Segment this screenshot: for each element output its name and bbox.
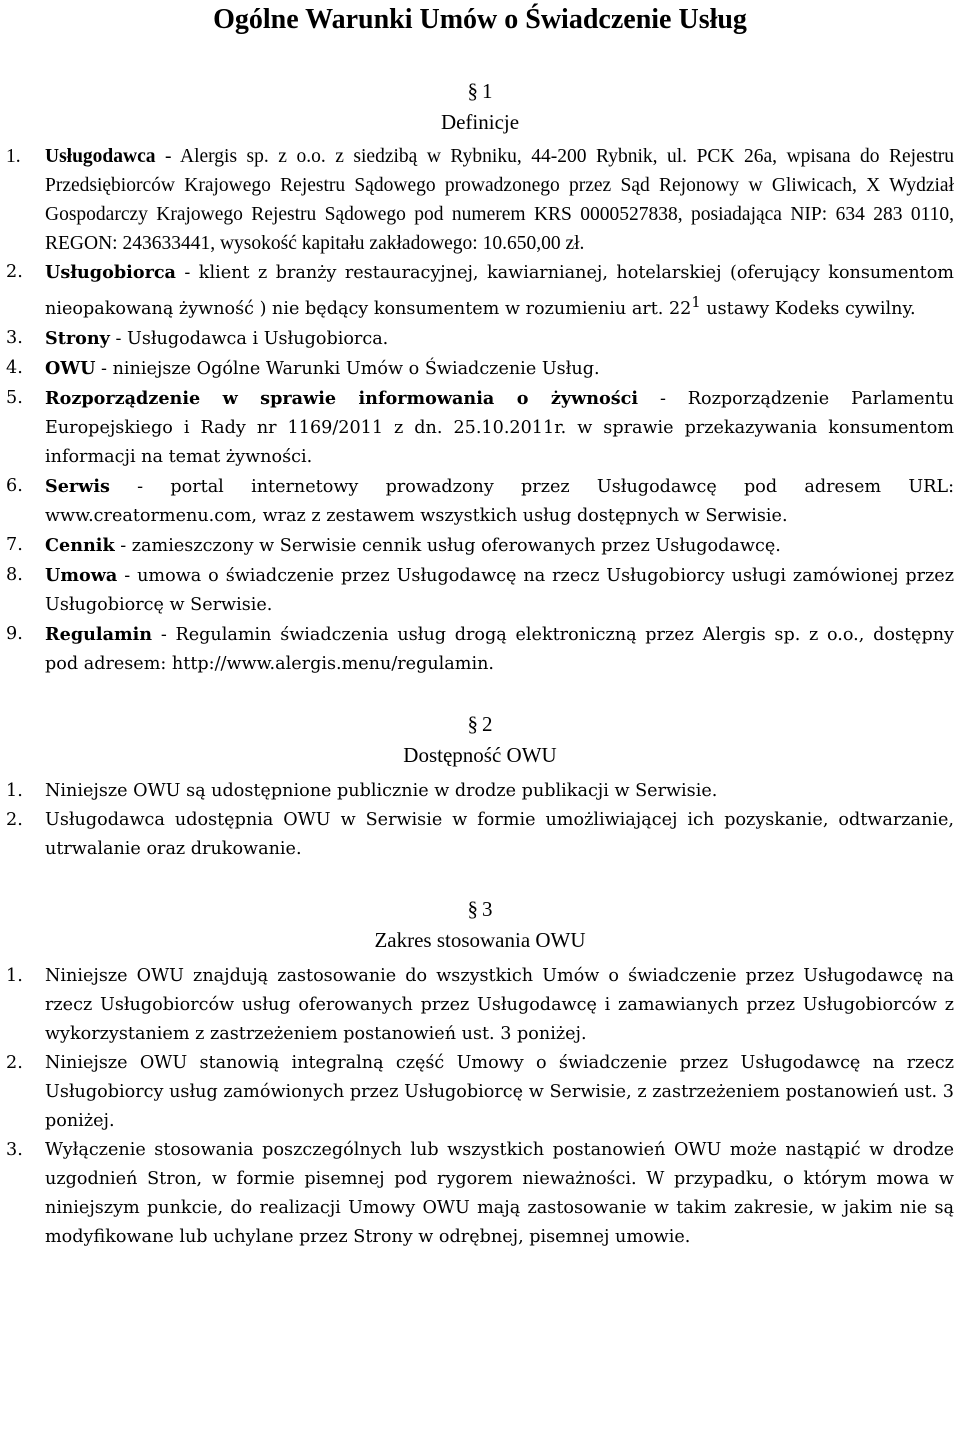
section-number: 2 bbox=[482, 711, 493, 736]
section-2-header bbox=[6, 709, 954, 771]
section-1-header bbox=[6, 76, 954, 138]
item-text: Wyłączenie stosowania poszczególnych lub wszystkich postanowień OWU może nastąpić w drodze uzgodnień Stron, w formie pisemnej pod rygorem nieważności. W przypadku, o którym mowa w niniejszym punkcie, do realizacji Umowy OWU mają zastosowanie w takim zakresie, w jakim nie są modyfikowane lub uchylane przez Strony w odrębnej, pisemnej umowie. bbox=[45, 1139, 954, 1247]
item-number: 1. bbox=[6, 146, 21, 167]
item-term: Regulamin bbox=[45, 623, 153, 645]
paragraph-sign: § bbox=[467, 896, 478, 921]
item-term: Rozporządzenie w sprawie informowania o żywności bbox=[45, 387, 639, 409]
section-3-number bbox=[6, 894, 954, 925]
section-1-list bbox=[6, 142, 954, 679]
section-number: 3 bbox=[482, 896, 493, 921]
item-text: - Alergis sp. z o.o. z siedzibą w Rybniku, 44-200 Rybnik, ul. PCK 26a, wpisana do Rejestru Przedsiębiorców Krajowego Rejestru Sądowego prowadzonego przez Sąd Rejonowy w Gliwicach, X Wydział Gospodarczy Krajowego Rejestru Sądowego pod numerem KRS 0000527838, posiadająca NIP: 634 283 0110, REGON: 243633441, wysokość kapitału zakładowego: 10.650,00 zł. bbox=[45, 146, 954, 254]
document-title: Ogólne Warunki Umów o Świadczenie Usług bbox=[213, 4, 747, 35]
item-number: 3. bbox=[6, 327, 23, 348]
item-text: Niniejsze OWU stanowią integralną część Umowy o świadczenie przez Usługodawcę na rzecz Usługobiorcy usług zamówionych przez Usługobiorcę w Serwisie, z zastrzeżeniem postanowień ust. 3 poniżej. bbox=[45, 1052, 954, 1131]
item-number: 8. bbox=[6, 564, 23, 585]
item-text: - zamieszczony w Serwisie cennik usług oferowanych przez Usługodawcę. bbox=[114, 535, 781, 556]
item-number: 7. bbox=[6, 534, 23, 555]
paragraph-sign: § bbox=[467, 711, 478, 736]
item-term: Usługodawca bbox=[45, 146, 156, 167]
item-text: - Rozporządzenie Parlamentu Europejskiego i Rady nr 1169/2011 z dn. 25.10.2011r. w sprawie przekazywania konsumentom informacji na temat żywności. bbox=[45, 388, 954, 467]
section-2-heading: Dostępność OWU bbox=[403, 742, 557, 767]
item-term: Usługobiorca bbox=[45, 262, 176, 283]
superscript: 1 bbox=[691, 294, 701, 311]
item-number: 2. bbox=[6, 262, 23, 282]
item-text: - klient z branży restauracyjnej, kawiarnianej, hotelarskiej (oferujący konsumentom nieopakowaną żywność ) nie będący konsumentem w rozumieniu art. 22 bbox=[45, 263, 954, 319]
section-3-header bbox=[6, 894, 954, 956]
item-number: 2. bbox=[6, 1052, 23, 1073]
list-item bbox=[6, 258, 954, 324]
item-number: 1. bbox=[6, 780, 23, 801]
item-text: Niniejsze OWU znajdują zastosowanie do wszystkich Umów o świadczenie przez Usługodawcę na rzecz Usługobiorców usług oferowanych przez Usługodawcę i zamawianych przez Usługobiorców z wykorzystaniem z zastrzeżeniem postanowień ust. 3 poniżej. bbox=[45, 965, 954, 1044]
section-2-list bbox=[6, 777, 954, 864]
list-item bbox=[6, 354, 954, 384]
item-text: - umowa o świadczenie przez Usługodawcę na rzecz Usługobiorcy usługi zamówionej przez Usługobiorcę w Serwisie. bbox=[45, 565, 954, 615]
item-number: 6. bbox=[6, 475, 23, 496]
list-item bbox=[6, 324, 954, 354]
item-text: Niniejsze OWU są udostępnione publicznie w drodze publikacji w Serwisie. bbox=[45, 780, 718, 801]
list-item bbox=[6, 806, 954, 864]
item-number: 3. bbox=[6, 1139, 23, 1160]
item-term: Serwis bbox=[45, 475, 110, 497]
item-number: 1. bbox=[6, 965, 23, 986]
list-item bbox=[6, 962, 954, 1049]
paragraph-sign: § bbox=[467, 79, 478, 103]
section-3-list bbox=[6, 962, 954, 1252]
section-1-number bbox=[6, 76, 954, 107]
item-number: 5. bbox=[6, 387, 23, 408]
section-2-number bbox=[6, 709, 954, 740]
item-term: Umowa bbox=[45, 564, 118, 586]
list-item bbox=[6, 472, 954, 531]
list-item bbox=[6, 1136, 954, 1252]
list-item bbox=[6, 384, 954, 472]
section-number: 1 bbox=[482, 79, 493, 103]
item-text: - portal internetowy prowadzony przez Usługodawcę pod adresem URL: www.creatormenu.com, wraz z zestawem wszystkich usług dostępnych w Serwisie. bbox=[45, 476, 954, 526]
list-item bbox=[6, 531, 954, 561]
list-item bbox=[6, 561, 954, 620]
item-number: 9. bbox=[6, 623, 23, 644]
list-item bbox=[6, 777, 954, 806]
item-text: Usługodawca udostępnia OWU w Serwisie w formie umożliwiającej ich pozyskanie, odtwarzanie, utrwalanie oraz drukowanie. bbox=[45, 809, 954, 859]
item-term: Cennik bbox=[45, 534, 115, 556]
item-number: 4. bbox=[6, 357, 23, 378]
item-text: - Regulamin świadczenia usług drogą elektroniczną przez Alergis sp. z o.o., dostępny pod adresem: http://www.alergis.menu/regulamin. bbox=[45, 624, 954, 674]
section-3-heading: Zakres stosowania OWU bbox=[374, 927, 586, 952]
list-item bbox=[6, 620, 954, 679]
item-text: ustawy Kodeks cywilny. bbox=[700, 298, 916, 319]
list-item bbox=[6, 142, 954, 258]
item-term: Strony bbox=[45, 327, 110, 349]
item-number: 2. bbox=[6, 809, 23, 830]
list-item bbox=[6, 1049, 954, 1136]
item-text: - niniejsze Ogólne Warunki Umów o Świadczenie Usług. bbox=[95, 358, 600, 379]
item-text: - Usługodawca i Usługobiorca. bbox=[109, 328, 389, 349]
item-term: OWU bbox=[45, 357, 96, 379]
section-1-heading: Definicje bbox=[440, 110, 520, 134]
